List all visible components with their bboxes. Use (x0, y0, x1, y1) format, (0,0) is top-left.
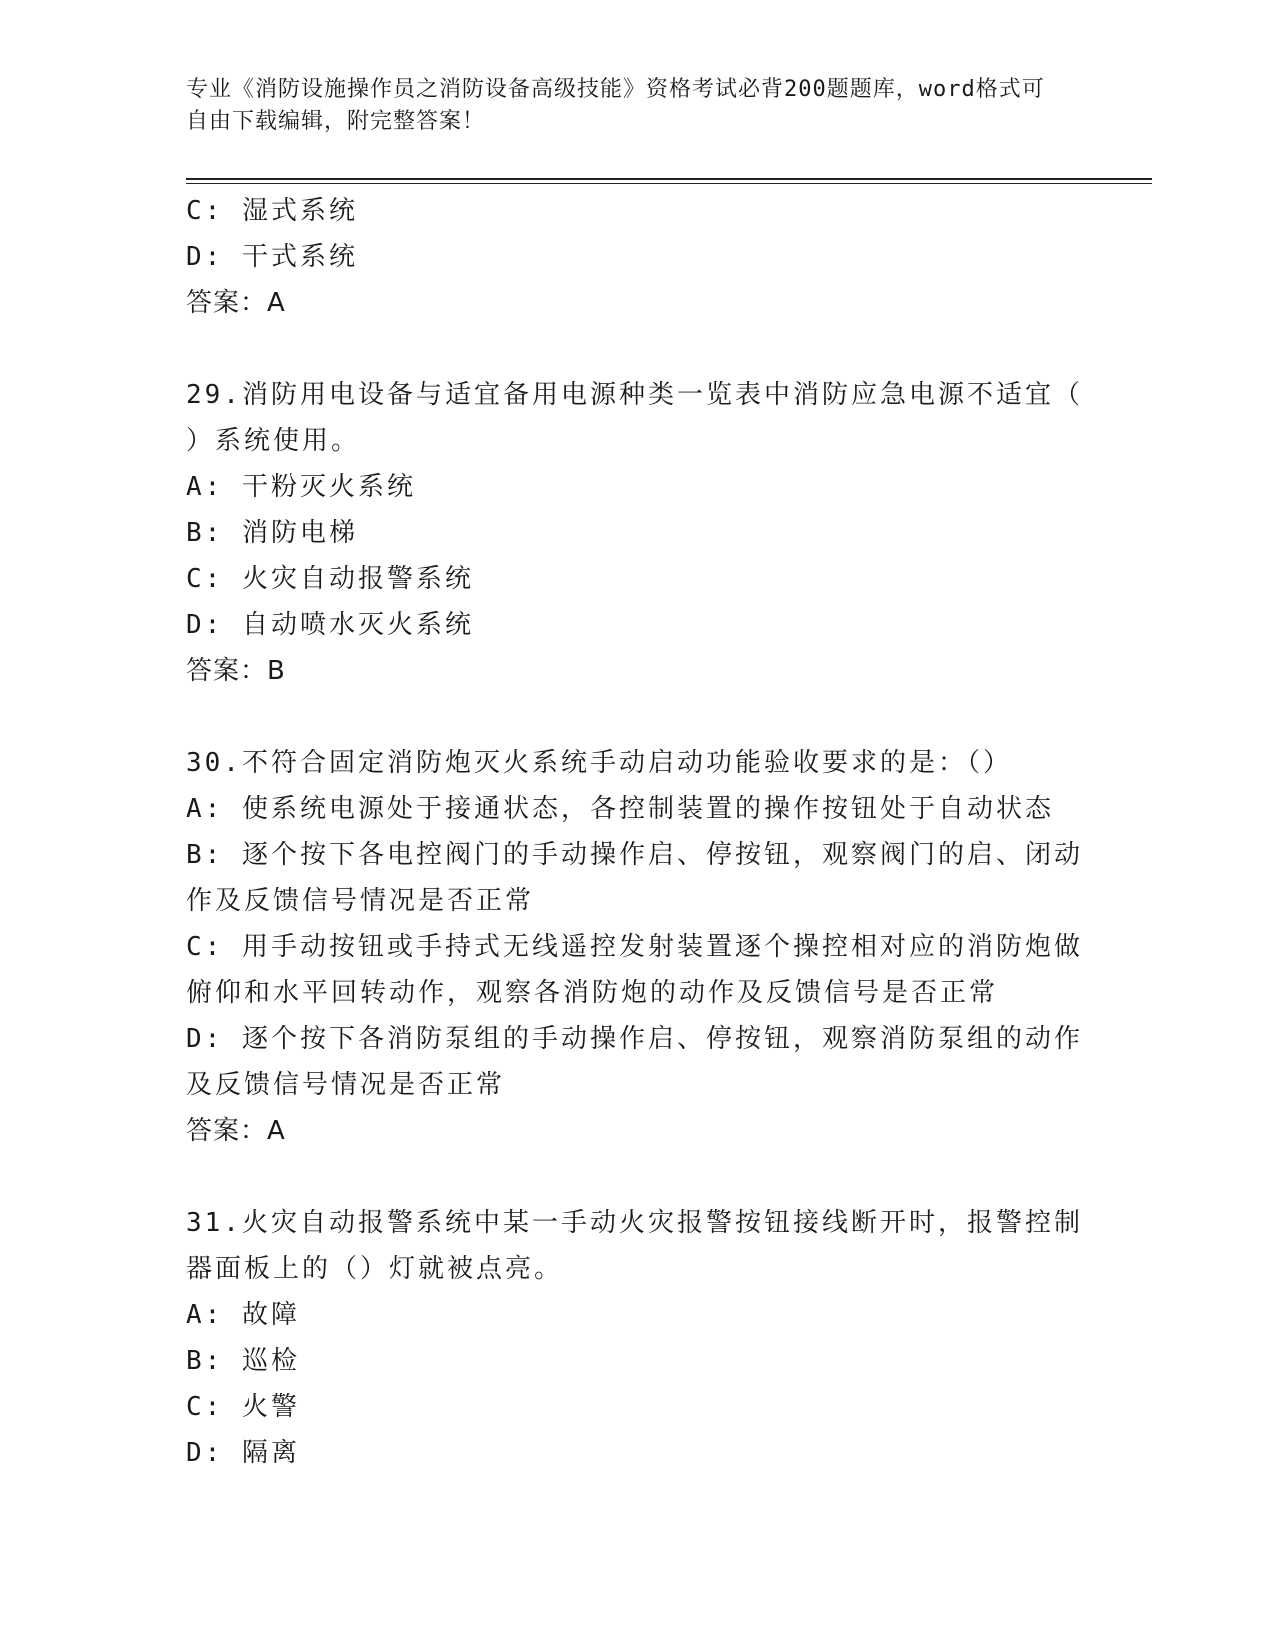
question-block-29 (186, 372, 1086, 694)
question-block-30 (186, 740, 1086, 1154)
question-text: 30.不符合固定消防炮灭火系统手动启动功能验收要求的是：（） (186, 748, 1012, 778)
document-header: 专业《消防设施操作员之消防设备高级技能》资格考试必背200题题库，word格式可自由下载编辑，附完整答案！ (186, 77, 1045, 134)
option-d: D: 隔离 (186, 1438, 300, 1468)
option-c: C: 火灾自动报警系统 (186, 564, 474, 594)
option-b: B: 消防电梯 (186, 518, 358, 548)
option-c-cont: 俯仰和水平回转动作，观察各消防炮的动作及反馈信号是否正常 (186, 978, 999, 1008)
option-b: B: 巡检 (186, 1346, 300, 1376)
question-text: ）系统使用。 (186, 426, 361, 456)
option-a: A: 使系统电源处于接通状态，各控制装置的操作按钮处于自动状态 (186, 794, 1054, 824)
option-d: D: 逐个按下各消防泵组的手动操作启、停按钮，观察消防泵组的动作 (186, 1024, 1083, 1054)
question-text: 31.火灾自动报警系统中某一手动火灾报警按钮接线断开时，报警控制 (186, 1208, 1083, 1238)
spacer (186, 326, 1086, 372)
option-b: B: 逐个按下各电控阀门的手动操作启、停按钮，观察阀门的启、闭动 (186, 840, 1083, 870)
question-block-28 (186, 188, 1086, 326)
option-c: C: 湿式系统 (186, 196, 358, 226)
header-divider (186, 178, 1152, 180)
answer: 答案：B (186, 656, 286, 686)
spacer (186, 1154, 1086, 1200)
answer: 答案：A (186, 1116, 286, 1146)
question-text: 器面板上的（）灯就被点亮。 (186, 1254, 564, 1284)
answer: 答案：A (186, 288, 286, 318)
option-c: C: 火警 (186, 1392, 300, 1422)
option-a: A: 干粉灭火系统 (186, 472, 416, 502)
header-divider-thin (186, 183, 1152, 184)
question-block-31 (186, 1200, 1086, 1476)
option-c: C: 用手动按钮或手持式无线遥控发射装置逐个操控相对应的消防炮做 (186, 932, 1083, 962)
question-content (186, 188, 1086, 1476)
option-d-cont: 及反馈信号情况是否正常 (186, 1070, 506, 1100)
option-a: A: 故障 (186, 1300, 300, 1330)
option-d: D: 自动喷水灭火系统 (186, 610, 474, 640)
question-text: 29.消防用电设备与适宜备用电源种类一览表中消防应急电源不适宜（ (186, 380, 1083, 410)
spacer (186, 694, 1086, 740)
option-b-cont: 作及反馈信号情况是否正常 (186, 886, 535, 916)
option-d: D: 干式系统 (186, 242, 358, 272)
